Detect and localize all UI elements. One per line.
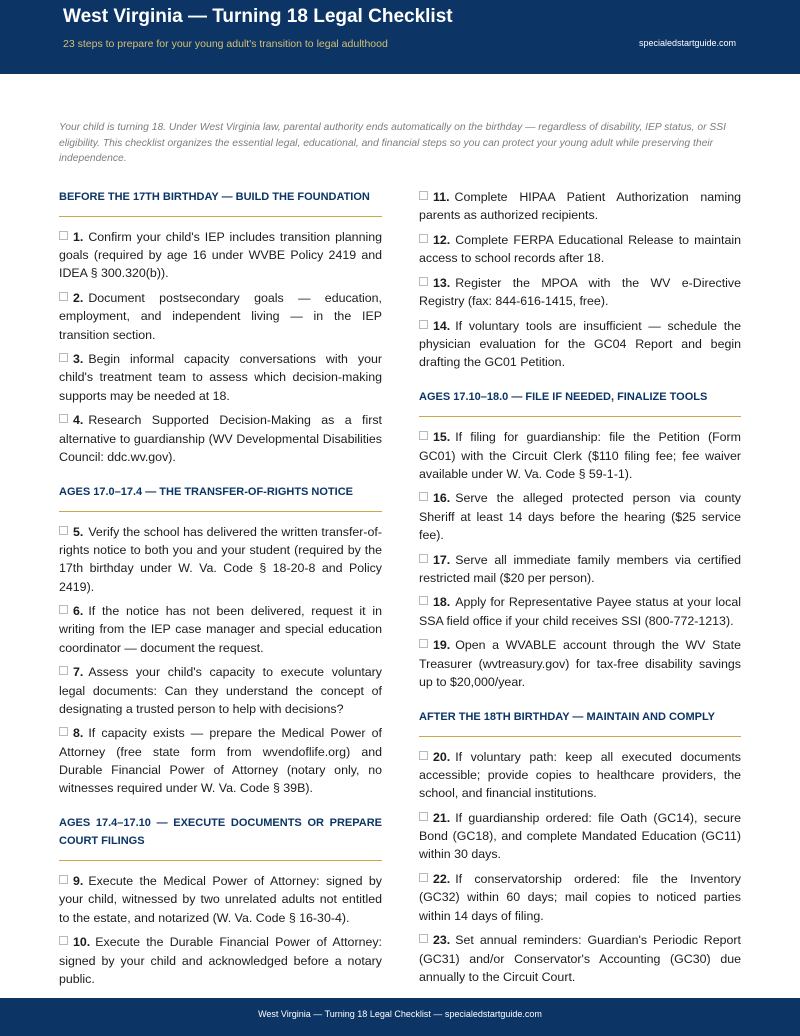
left-column (59, 188, 382, 995)
checklist-item: 22. If conservatorship ordered: file the Inventory (GC32) within 60 days; mail copies to noticed parties within 14 days of filing. (419, 872, 741, 923)
checklist-item: 14. If voluntary tools are insufficient — schedule the physician evaluation for the GC04 Report and begin drafting the GC01 Petition. (419, 318, 741, 370)
site-url: specialedstartguide.com (638, 38, 736, 48)
checkbox-icon[interactable] (59, 231, 68, 240)
checklist-item: 6. If the notice has not been delivered, request it in writing from the IEP case manager and special education coordinator — document the request. (59, 604, 382, 655)
page-title: West Virginia — Turning 18 Legal Checklist (63, 6, 453, 27)
section-title: BEFORE THE 17TH BIRTHDAY — BUILD THE FOUNDATION (59, 188, 382, 217)
checklist-item: 5. Verify the school has delivered the written transfer-of-rights notice to both you and your student (required by the 17th birthday under W. Va. Code § 18-20-8 and Policy 2419). (59, 524, 382, 594)
checkbox-icon[interactable] (419, 934, 428, 943)
checkbox-icon[interactable] (59, 727, 68, 736)
section-title: AGES 17.0–17.4 — THE TRANSFER-OF-RIGHTS NOTICE (59, 483, 382, 512)
checklist-item: 12. Complete FERPA Educational Release to maintain access to school records after 18. (419, 232, 741, 266)
checklist-item: 4. Research Supported Decision-Making as a first alternative to guardianship (WV Developmental Disabilities Council: ddc.wv.gov). (59, 413, 382, 464)
checkbox-icon[interactable] (59, 875, 68, 884)
checkbox-icon[interactable] (59, 666, 68, 675)
checklist-item: 19. Open a WVABLE account through the WV State Treasurer (wvtreasury.gov) for tax-free disability savings up to $20,000/year. (419, 638, 741, 689)
checklist-item: 23. Set annual reminders: Guardian's Periodic Report (GC31) and/or Conservator's Accounting (GC30) due annually to the Circuit Court. (419, 933, 741, 984)
checkbox-icon[interactable] (59, 605, 68, 614)
footer-bar (0, 998, 800, 1036)
checkbox-icon[interactable] (59, 292, 68, 301)
checklist-item: 10. Execute the Durable Financial Power of Attorney: signed by your child and acknowledged before a notary public. (59, 935, 382, 986)
checklist-item: 20. If voluntary path: keep all executed documents accessible; provide copies to healthcare providers, the school, and financial institutions. (419, 749, 741, 801)
checkbox-icon[interactable] (59, 353, 68, 362)
checkbox-icon[interactable] (419, 191, 428, 200)
checklist-item: 21. If guardianship ordered: file Oath (GC14), secure Bond (GC18), and complete Mandated Education (GC11) within 30 days. (419, 811, 741, 862)
checkbox-icon[interactable] (419, 554, 428, 563)
checklist-item: 2. Document postsecondary goals — education, employment, and independent living — in the IEP transition section. (59, 291, 382, 342)
checkbox-icon[interactable] (419, 873, 428, 882)
checkbox-icon[interactable] (419, 277, 428, 286)
checklist-item: 15. If filing for guardianship: file the Petition (Form GC01) with the Circuit Clerk ($110 filing fee; fee waiver available under W. Va. Code § 59-1-1). (419, 430, 741, 481)
checkbox-icon[interactable] (419, 596, 428, 605)
checklist-item: 9. Execute the Medical Power of Attorney: signed by your child, witnessed by two unrelated adults not entitled to the estate, and notarized (W. Va. Code § 16-30-4). (59, 874, 382, 925)
page-subtitle: 23 steps to prepare for your young adult's transition to legal adulthood (63, 38, 388, 50)
checkbox-icon[interactable] (59, 414, 68, 423)
checklist-item: 11. Complete HIPAA Patient Authorization naming parents as authorized recipients. (419, 190, 741, 223)
header-banner (0, 0, 800, 74)
checklist-item: 16. Serve the alleged protected person via county Sheriff at least 14 days before the hearing ($25 service fee). (419, 491, 741, 542)
checkbox-icon[interactable] (419, 812, 428, 821)
checklist-item: 1. Confirm your child's IEP includes transition planning goals (required by age 16 under WVBE Policy 2419 and IDEA § 300.320(b)). (59, 230, 382, 281)
checklist-item: 7. Assess your child's capacity to execute voluntary legal documents: Can they understand the concept of designating a trusted person to help with decisions? (59, 665, 382, 716)
right-column (419, 188, 741, 992)
section-title: AGES 17.10–18.0 — FILE IF NEEDED, FINALIZE TOOLS (419, 388, 741, 417)
checkbox-icon[interactable] (419, 431, 428, 440)
section-title: AGES 17.4–17.10 — EXECUTE DOCUMENTS OR PREPARE COURT FILINGS (59, 814, 382, 861)
checkbox-icon[interactable] (59, 526, 68, 535)
checkbox-icon[interactable] (419, 492, 428, 501)
section-title: AFTER THE 18TH BIRTHDAY — MAINTAIN AND COMPLY (419, 708, 741, 737)
checkbox-icon[interactable] (419, 639, 428, 648)
checklist-item: 18. Apply for Representative Payee status at your local SSA field office if your child receives SSI (800-772-1213). (419, 595, 741, 628)
checklist-item: 8. If capacity exists — prepare the Medical Power of Attorney (free state form from wvendoflife.org) and Durable Financial Power of Attorney (notary only, no witnesses required under W. Va. Code § 39B). (59, 726, 382, 796)
checklist-item: 17. Serve all immediate family members via certified restricted mail ($20 per person). (419, 552, 741, 585)
checkbox-icon[interactable] (419, 751, 428, 760)
intro-text: Your child is turning 18. Under West Virginia law, parental authority ends automatically on the birthday — regardless of disability, IEP status, or SSI eligibility. This checklist organizes the essential legal, educational, and financial steps so you can protect your young adult while preserving their independence. (59, 122, 726, 164)
footer-text: West Virginia — Turning 18 Legal Checklist — specialedstartguide.com (258, 1009, 542, 1019)
checkbox-icon[interactable] (59, 936, 68, 945)
checklist-item: 3. Begin informal capacity conversations with your child's treatment team to assess which decision-making supports may be needed at 18. (59, 352, 382, 403)
checklist-item: 13. Register the MPOA with the WV e-Directive Registry (fax: 844-616-1415, free). (419, 275, 741, 309)
checkbox-icon[interactable] (419, 234, 428, 243)
checkbox-icon[interactable] (419, 320, 428, 329)
